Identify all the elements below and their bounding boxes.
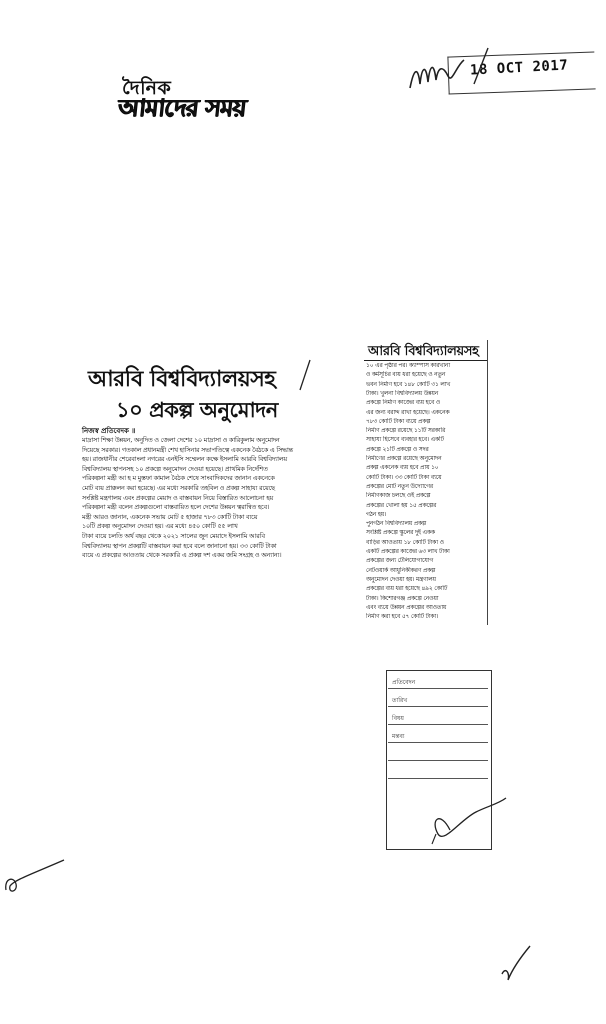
- margin-initial-icon: [2, 858, 72, 898]
- clip2-body-line: একটি প্রকল্পের কাজের ৬৩ লাখ টাকা: [366, 548, 450, 555]
- clip2-body-line: প্রকল্পের খোলা হয় ১৫ প্রকল্পের: [366, 501, 437, 509]
- clip1-body-line: হয়। রাজধানীর শেরেবাংলা নগরের এনইসি সম্মেলন কক্ষে ইসলামি আরবি বিশ্ববিদ্যালয়: [82, 455, 287, 464]
- clip1-body-line: সংশ্লিষ্ট মন্ত্রণালয় এবং প্রকল্পের মেয়াদ ও বাস্তবায়ন নিয়ে বিস্তারিত আলোচনা হয়: [82, 493, 274, 502]
- clip1-body-line: মাদ্রাসা শিক্ষা উন্নয়ন, অনুদিত ও জেলা দেশের ১০ মাদ্রাসা ও কারিকুলাম অনুমোদন: [82, 436, 280, 444]
- clip2-body-line: নির্মাণ প্রকল্পে রয়েছে ১১টি সরকারি: [366, 427, 446, 435]
- received-stamp-date: 18 OCT 2017: [469, 57, 569, 79]
- form-field-label: তারিখ: [392, 697, 408, 704]
- stamp-signature-icon: [408, 58, 468, 98]
- clip2-body-line: অনুমোদন দেওয়া হয়। মন্ত্রণালয়: [366, 575, 436, 583]
- newspaper-title: আমাদের সময়: [116, 94, 248, 122]
- clip1-body-line: ব্যয়ে এ প্রকল্পের আওতায় থেকে সরকারি এ প্রকল্প দশ একর জমি সংগ্রহ ও অন্যান্য।: [82, 551, 282, 560]
- pen-mark-icon: [296, 358, 316, 392]
- clip1-body-line: পরিকল্পনা মন্ত্রী আ হ ম মুস্তফা কামাল বৈঠক শেষে সাংবাদিকদের জানান একনেকে: [82, 474, 275, 483]
- clip2-body-line: নেটওয়ার্ক আধুনিকীকরণ প্রকল্প: [366, 566, 436, 574]
- form-row-line: [388, 706, 488, 707]
- form-field-label: প্রতিবেদন: [392, 679, 416, 686]
- clip1-body-line: টাকা ব্যয়ে চলতি অর্থ বছর থেকে ২০২১ সালের জুন মেয়াদে ইসলামি আরবি: [82, 532, 265, 540]
- clip2-body-line: নির্মাণকাজ চলছে ওই প্রকল্পে: [366, 492, 431, 500]
- clip2-body-line: টাকা। খুলনা বিশ্ববিদ্যালয় উন্নয়ন: [366, 389, 439, 397]
- clip2-body-line: সংশ্লিষ্ট প্রকল্পে স্কুলের দুই একক: [366, 529, 435, 537]
- form-field-label: বিষয়: [392, 715, 404, 722]
- clip1-headline-line1: আরবি বিশ্ববিদ্যালয়সহ: [88, 367, 276, 392]
- clip2-body-line: এর জন্য বরাদ্দ রাখা হয়েছে। একনেক: [366, 408, 450, 416]
- clip2-body-line: বাড়ির আওতায় ১৮ কোটি টাকা ও: [366, 538, 444, 546]
- masthead-label: দৈনিক: [122, 77, 172, 99]
- clip2-body-line: ও কর্মসূচির ব্যয় ধরা হয়েছে ও নতুন: [366, 371, 446, 379]
- clip2-body-line: প্রকল্পের ব্যয় ধরা হয়েছে ৪৯২ কোটি: [366, 585, 448, 593]
- clip2-body-line: প্রকল্প একনেক ব্যয় হবে প্রায় ১০: [366, 464, 439, 472]
- clip1-body-line: বিশ্ববিদ্যালয় স্থাপন প্রকল্পটি বাস্তবায়ন করা হবে বলে জানানো হয়। ৩৩ কোটি টাকা: [82, 541, 277, 550]
- clip1-body-line: মোট ব্যয় প্রাক্কলন করা হয়েছে। এর মধ্যে সরকারি তহবিল ও প্রকল্প সাহায্য রয়েছে: [82, 484, 275, 492]
- clip2-headline: আরবি বিশ্ববিদ্যালয়সহ: [368, 344, 479, 359]
- form-signature-icon: [380, 790, 510, 850]
- clip1-headline-line2: ১০ প্রকল্প অনুমোদন: [116, 398, 278, 422]
- clip2-body-line: টাকা। কিশোরগঞ্জ প্রকল্পে নেওয়া: [366, 594, 439, 602]
- clip2-body-line: ভবন নির্মাণ হবে ১৪৮ কোটি ৩১ লাখ: [366, 380, 451, 388]
- clip2-body-line: কোটি টাকা। ৩৩ কোটি টাকা ব্যয়ে: [366, 473, 442, 481]
- clip1-body-line: দিয়েছে সরকার। গতকাল প্রধানমন্ত্রী শেখ হাসিনার সভাপতিত্বে একনেক বৈঠকে এ সিদ্ধান্ত: [82, 445, 293, 454]
- clip1-body-line: বিশ্ববিদ্যালয় স্থাপনসহ ১০ প্রকল্পে অনুমোদন দেওয়া হয়েছে। প্রাথমিক নির্দেশিত: [82, 464, 268, 473]
- clip2-body-line: প্রকল্পে ২১টি প্রকল্পে ও সদর: [366, 445, 429, 453]
- clip2-body-line: প্রকল্পে নির্মাণ কাজের ব্যয় হবে ও: [366, 399, 441, 407]
- form-field-label: মন্তব্য: [392, 733, 405, 740]
- form-row-line: [388, 688, 488, 689]
- clip2-body-line: প্রকল্পের জন্য টেলিযোগাযোগ: [366, 557, 434, 565]
- clip2-body-line: ৭৮৩ কোটি টাকা ব্যয়ে প্রকল্প: [366, 417, 431, 425]
- clip2-body-line: নির্মাণ করা হবে ৫৭ কোটি টাকা।: [366, 613, 439, 621]
- clip1-body-line: পরিকল্পনা মন্ত্রী বলেন প্রকল্পগুলো বাস্তবায়িত হলে দেশের উন্নয়ন ত্বরান্বিত হবে।: [82, 503, 270, 512]
- form-row-line: [388, 778, 488, 779]
- clip2-edge-line: [487, 340, 488, 625]
- form-row-line: [388, 724, 488, 725]
- clip2-body-line: প্রকল্পের মোট নতুন উদ্যোগের: [366, 482, 433, 490]
- clip2-body-line: সাহায্য হিসেবে ব্যবহার হবে। একটি: [366, 436, 444, 444]
- clip2-body-line: এবং ব্যয়ে উন্নয়ন প্রকল্পের আওতায়: [366, 603, 447, 611]
- margin-tick-icon: [498, 944, 538, 984]
- clip1-byline: নিজস্ব প্রতিবেদক ॥: [82, 427, 136, 435]
- clip2-body-line: পুনর্গঠন বিশ্ববিদ্যালয় প্রকল্প: [366, 520, 427, 528]
- form-row-line: [388, 760, 488, 761]
- clip2-body-line: ১০ এর পৃষ্ঠার পর। ক্যাম্পাস কারখানা: [366, 362, 450, 369]
- clip1-body-line: ১০টি প্রকল্প অনুমোদন দেওয়া হয়। এর মধ্যে ৪৫০ কোটি ৫৫ লাখ: [82, 522, 238, 531]
- clip2-divider: [364, 360, 488, 361]
- form-row-line: [388, 742, 488, 743]
- clip2-body-line: গঠন হয়।: [366, 510, 387, 518]
- clip1-body-line: মন্ত্রী আরও জানান, একনেক সভায় মোট ৫ হাজার ৭৮৩ কোটি টাকা ব্যয়ে: [82, 512, 258, 521]
- stamp-slash-icon: [470, 46, 500, 86]
- clip2-body-line: নির্মাণের প্রকল্পে রয়েছে অনুমোদন: [366, 455, 442, 462]
